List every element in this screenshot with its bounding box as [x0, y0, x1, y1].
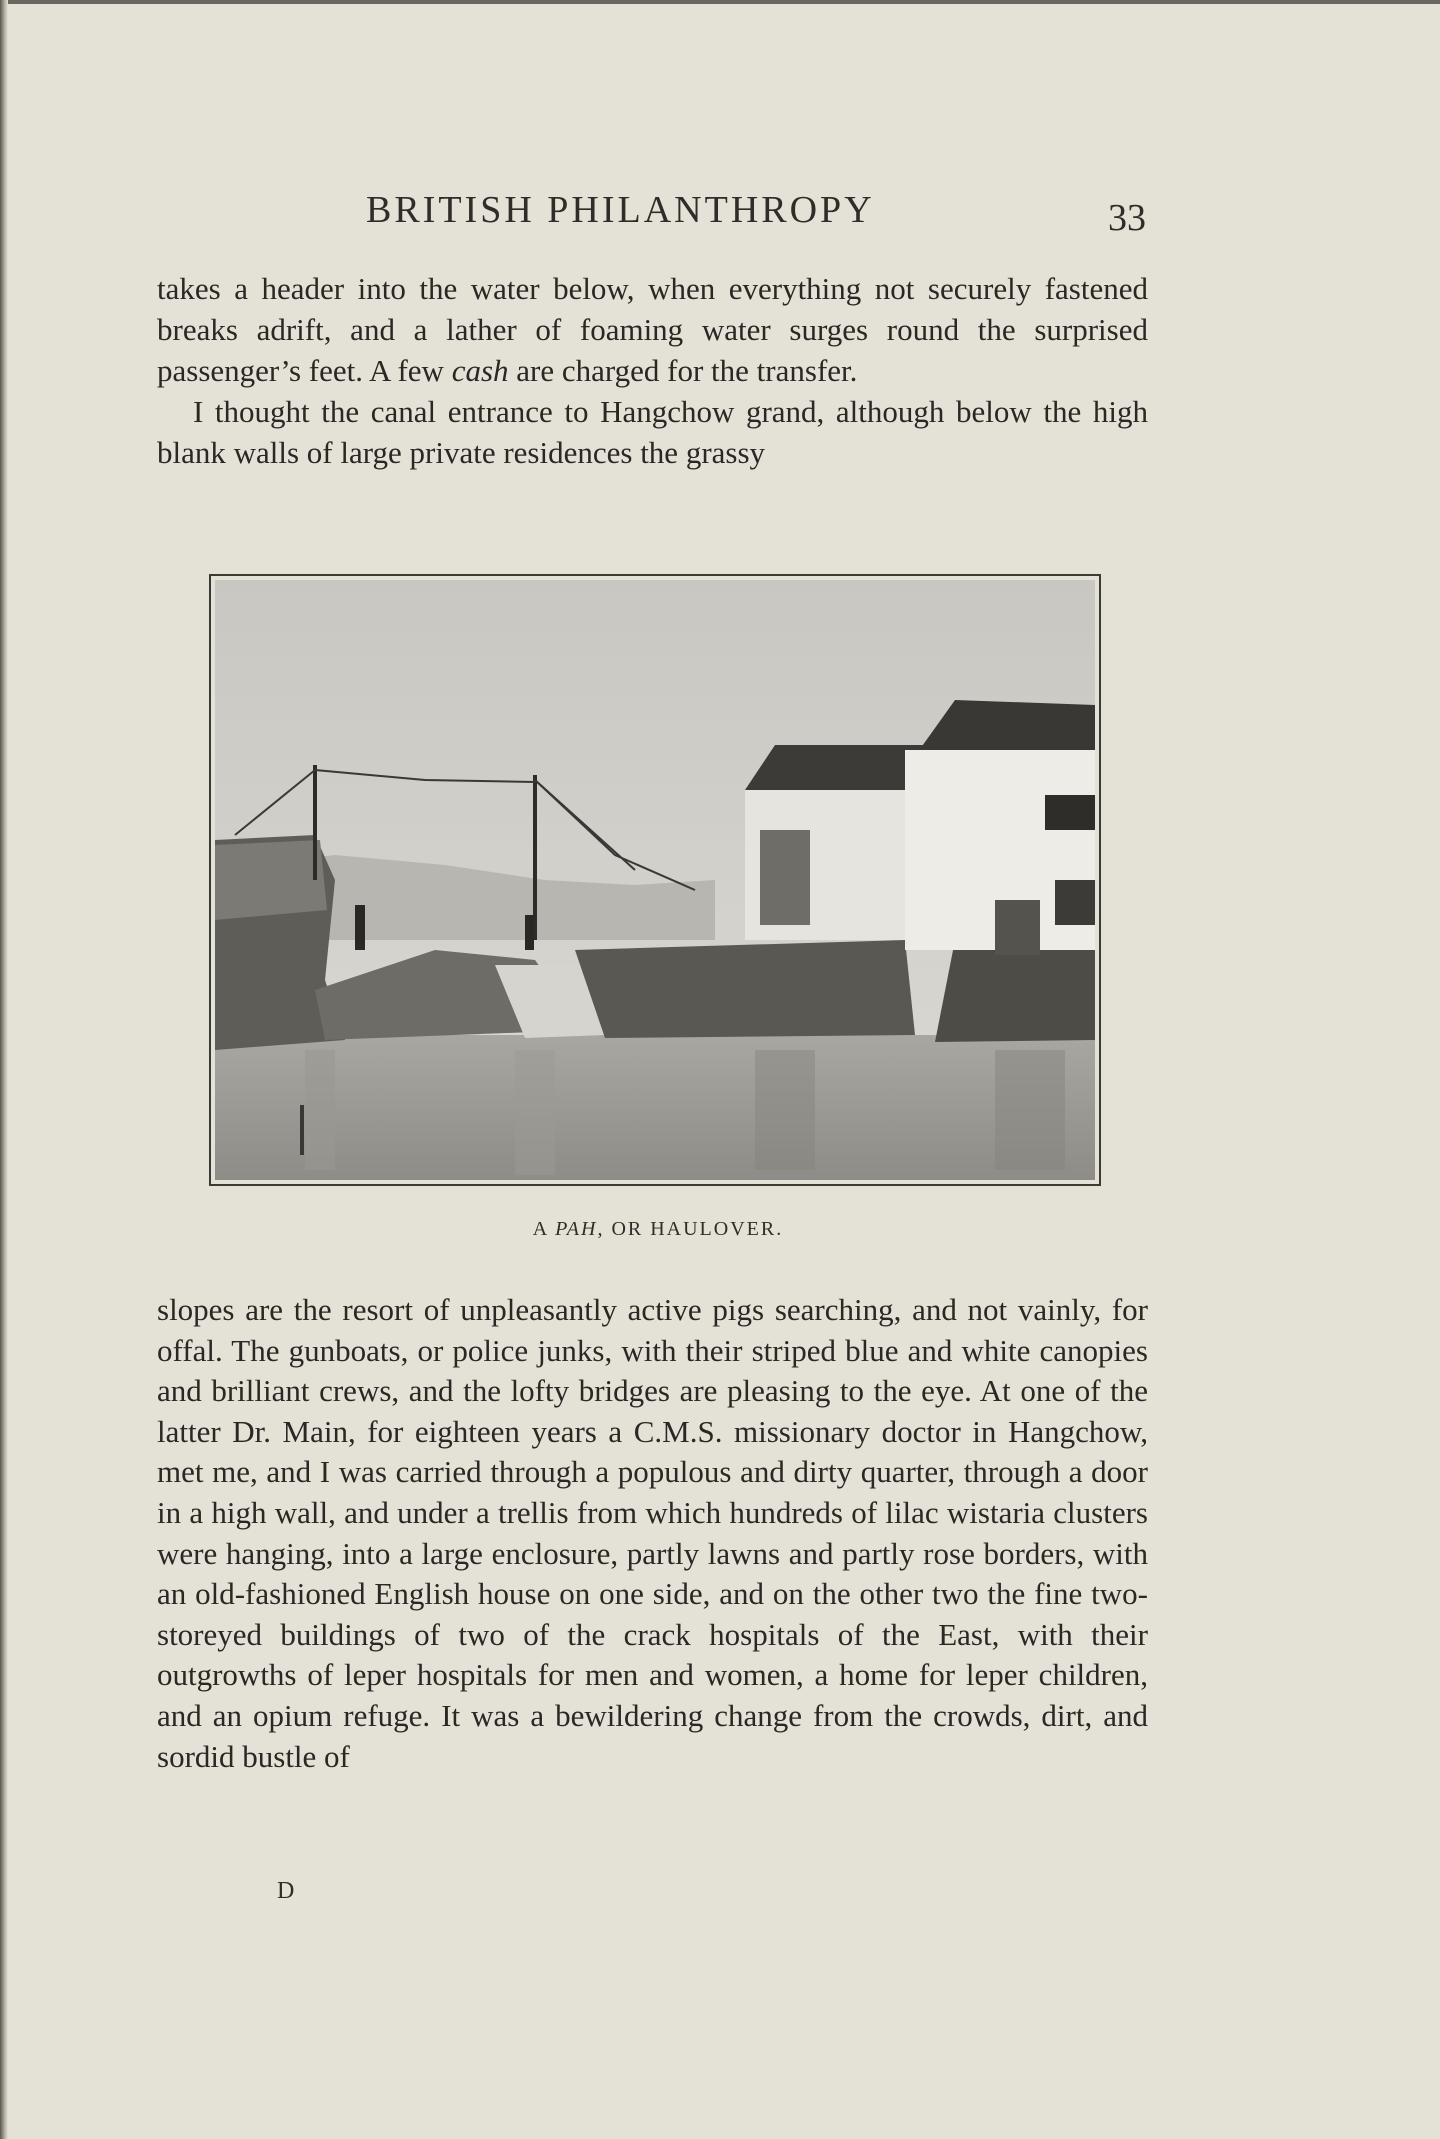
page-spine-shadow: [0, 0, 8, 2139]
page-top-edge: [0, 0, 1440, 4]
page-number: 33: [1108, 197, 1146, 239]
body-text-lower: [157, 1290, 1148, 1777]
paragraph-1: [157, 268, 1148, 391]
photograph-frame: [209, 574, 1101, 1186]
paragraph-1-text-b: are charged for the transfer.: [508, 353, 858, 388]
signature-mark: D: [277, 1878, 295, 1904]
paragraph-1-italic: cash: [451, 353, 509, 388]
paragraph-3: slopes are the resort of unpleasantly active pigs searching, and not vainly, for offal. The gunboats, or police junks, with their striped blue and white canopies and brilliant crews, and the lofty bridges are pleasing to the eye. At one of the latter Dr. Main, for eighteen years a C.M.S. missionary doctor in Hangchow, met me, and I was carried through a populous and dirty quarter, through a door in a high wall, and under a trellis from which hundreds of lilac wistaria clusters were hanging, into a large enclosure, partly lawns and partly rose borders, with an old-fashioned English house on one side, and on the other two the fine two-storeyed buildings of two of the crack hospitals of the East, with their outgrowths of leper hospitals for men and women, a home for leper children, and an opium refuge. It was a bewildering change from the crowds, dirt, and sordid bustle of: [157, 1292, 1148, 1774]
running-head: BRITISH PHILANTHROPY: [366, 189, 875, 231]
paragraph-2: I thought the canal entrance to Hangchow grand, although below the high blank walls of large private residences the grassy: [157, 394, 1148, 470]
figure-caption: [0, 1218, 1316, 1241]
caption-text-b: , OR HAULOVER.: [597, 1218, 784, 1240]
caption-italic: PAH: [555, 1218, 598, 1240]
body-text-upper: [157, 268, 1148, 473]
photograph-haulover: [215, 580, 1095, 1180]
paragraph-1-text-a: takes a header into the water below, when everything not securely fastened breaks adrift, and a lather of foaming water surges round the surprised passenger’s feet. A few: [157, 271, 1148, 388]
caption-text-a: A: [532, 1218, 556, 1240]
